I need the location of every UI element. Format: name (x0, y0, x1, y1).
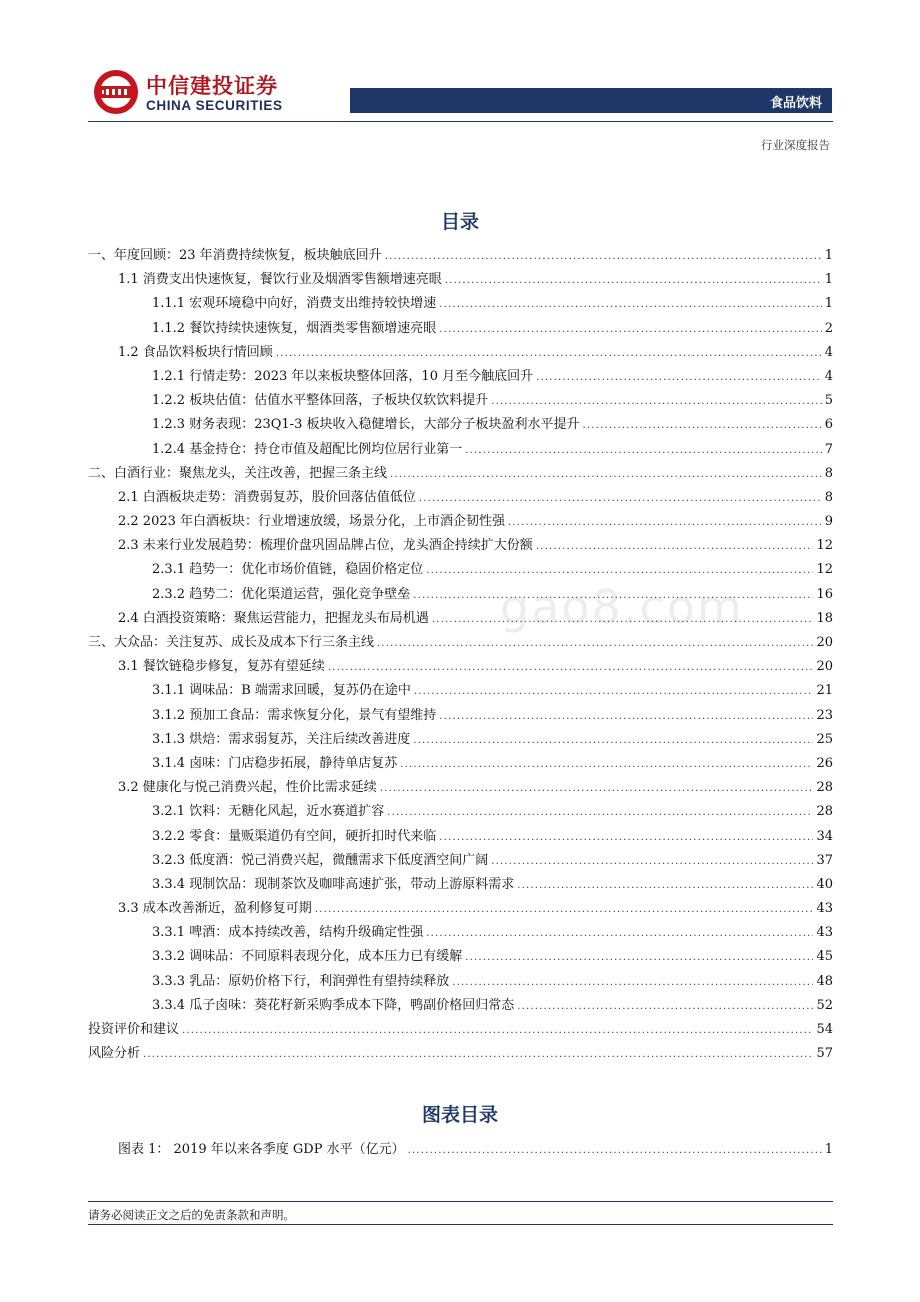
toc-entry-title: 1.2.2 板块估值：估值水平整体回落，子板块仅软饮料提升 (152, 393, 489, 409)
toc-entry-page: 5 (824, 393, 833, 409)
toc-entry-page: 43 (816, 925, 833, 941)
toc-entry-title: 二、白酒行业：聚焦龙头，关注改善，把握三条主线 (88, 465, 388, 481)
toc-entry-title: 一、年度回顾：23 年消费持续恢复，板块触底回升 (88, 248, 382, 263)
footer-bottom-divider (88, 1224, 833, 1225)
toc-entry-title: 3.1.1 调味品：B 端需求回暖，复苏仍在途中 (152, 683, 411, 699)
section-label: 食品饮料 (769, 96, 822, 111)
toc-entry-page: 8 (824, 465, 833, 481)
table-of-contents (88, 244, 833, 1066)
toc-entry-page: 45 (816, 949, 833, 965)
toc-leader-dots (390, 469, 822, 480)
footer-divider (88, 1201, 833, 1202)
toc-entry-title: 3.3.1 啤酒：成本持续改善，结构升级确定性强 (152, 925, 424, 941)
toc-entry[interactable] (88, 849, 833, 873)
toc-entry-title: 3.1.2 预加工食品：需求恢复分化，景气有望维持 (152, 707, 437, 723)
toc-entry-title: 1.1.2 餐饮持续快速恢复，烟酒类零售额增速亮眼 (152, 320, 437, 336)
toc-entry-title: 3.2.2 零食：量贩渠道仍有空间，硬折扣时代来临 (152, 828, 437, 844)
footer-disclaimer: 请务必阅读正文之后的免责条款和声明。 (88, 1208, 295, 1222)
toc-leader-dots (452, 977, 813, 988)
toc-leader-dots (385, 251, 822, 262)
toc-entry-title: 3.1 餐饮链稳步修复，复苏有望延续 (118, 659, 325, 675)
toc-entry-title: 2.3.2 趋势二：优化渠道运营，强化竞争壁垒 (152, 586, 411, 602)
toc-leader-dots (536, 372, 822, 383)
toc-entry-title: 三、大众品：关注复苏、成长及成本下行三条主线 (88, 635, 375, 650)
toc-entry-title: 2.3.1 趋势一：优化市场价值链，稳固价格定位 (152, 562, 424, 578)
toc-entry-page: 12 (816, 562, 833, 578)
toc-entry[interactable] (88, 873, 833, 897)
toc-leader-dots (182, 1025, 813, 1036)
toc-entry[interactable] (88, 1018, 833, 1042)
toc-entry[interactable] (88, 728, 833, 752)
toc-entry-title: 3.3.3 乳品：原奶价格下行，利润弹性有望持续释放 (152, 973, 450, 989)
toc-entry-title: 1.1.1 宏观环境稳中向好，消费支出维持较快增速 (152, 296, 437, 312)
toc-leader-dots (491, 856, 813, 867)
toc-entry-page: 7 (824, 441, 833, 457)
brand-name-cn: 中信建投证券 (146, 74, 278, 98)
toc-leader-dots (328, 662, 814, 673)
toc-entry-page: 20 (816, 659, 833, 675)
toc-entry-title: 3.1.3 烘焙：需求弱复苏，关注后续改善进度 (152, 731, 411, 747)
toc-entry[interactable] (88, 317, 833, 341)
toc-entry[interactable] (88, 897, 833, 921)
watermark: gao8.com (500, 580, 744, 634)
toc-entry[interactable] (88, 558, 833, 582)
header-divider (88, 121, 833, 122)
toc-leader-dots (408, 1145, 822, 1156)
toc-entry-title: 2.2 2023 年白酒板块：行业增速放缓，场景分化，上市酒企韧性强 (118, 514, 506, 530)
toc-entry-title: 风险分析 (88, 1046, 141, 1062)
toc-entry-page: 1 (824, 272, 833, 288)
toc-entry[interactable] (88, 704, 833, 728)
toc-leader-dots (536, 541, 814, 552)
toc-entry[interactable] (88, 655, 833, 679)
toc-leader-dots (445, 275, 822, 286)
toc-entry[interactable] (88, 825, 833, 849)
toc-entry-title: 1.2.3 财务表现：23Q1-3 板块收入稳健增长，大部分子板块盈利水平提升 (152, 417, 580, 433)
figures-title: 图表目录 (421, 1104, 498, 1126)
toc-entry-page: 18 (816, 610, 833, 626)
toc-entry-title: 3.3.4 现制饮品：现制茶饮及咖啡高速扩张，带动上游原料需求 (152, 876, 515, 892)
toc-entry[interactable] (88, 292, 833, 316)
toc-entry-title: 2.3 未来行业发展趋势：梳理价盘巩固品牌占位，龙头酒企持续扩大份额 (118, 538, 533, 554)
toc-entry[interactable] (88, 994, 833, 1018)
toc-entry[interactable] (118, 1138, 833, 1162)
toc-entry[interactable] (88, 268, 833, 292)
toc-leader-dots (465, 952, 813, 963)
toc-entry-title: 3.3.4 瓜子卤味：葵花籽新采购季成本下降，鸭副价格回归常态 (152, 997, 515, 1013)
toc-entry-page: 21 (816, 683, 833, 699)
toc-entry[interactable] (88, 631, 833, 655)
toc-entry-page: 12 (816, 538, 833, 554)
toc-entry-page: 37 (816, 852, 833, 868)
toc-entry-title: 3.3 成本改善渐近，盈利修复可期 (118, 901, 312, 917)
toc-leader-dots (426, 928, 813, 939)
toc-entry[interactable] (88, 1042, 833, 1066)
toc-entry-page: 34 (816, 828, 833, 844)
toc-leader-dots (439, 711, 813, 722)
toc-entry-title: 2.1 白酒板块走势：消费弱复苏，股价回落估值低位 (118, 489, 416, 505)
toc-entry-title: 3.2.3 低度酒：悦己消费兴起，微醺需求下低度酒空间广阔 (152, 852, 489, 868)
toc-entry-title: 3.2.1 饮料：无糖化风起，近水赛道扩容 (152, 804, 385, 820)
toc-entry-page: 8 (824, 489, 833, 505)
toc-title: 目录 (440, 211, 479, 233)
toc-entry-title: 1.1 消费支出快速恢复，餐饮行业及烟酒零售额增速亮眼 (118, 272, 442, 288)
toc-leader-dots (143, 1049, 813, 1060)
toc-entry-page: 16 (816, 586, 833, 602)
toc-entry-page: 54 (816, 1022, 833, 1037)
toc-leader-dots (400, 759, 813, 770)
toc-entry[interactable] (88, 462, 833, 486)
toc-entry-page: 1 (824, 296, 833, 312)
toc-entry-page: 25 (816, 731, 833, 747)
toc-leader-dots (276, 348, 822, 359)
section-banner (350, 88, 832, 113)
toc-leader-dots (414, 686, 814, 697)
toc-leader-dots (439, 324, 822, 335)
toc-entry-page: 4 (824, 368, 833, 384)
toc-leader-dots (508, 517, 822, 528)
toc-entry-page: 28 (816, 780, 833, 796)
toc-entry-page: 1 (824, 1142, 833, 1157)
toc-entry-title: 1.2.4 基金持仓：持仓市值及超配比例均位居行业第一 (152, 441, 463, 457)
toc-entry-page: 9 (824, 514, 833, 530)
toc-entry-page: 52 (816, 997, 833, 1013)
toc-entry-title: 1.2 食品饮料板块行情回顾 (118, 344, 273, 360)
toc-leader-dots (465, 445, 822, 456)
toc-entry[interactable] (88, 534, 833, 558)
toc-entry-page: 6 (824, 417, 833, 433)
figure-list (118, 1138, 833, 1162)
toc-entry-page: 28 (816, 804, 833, 820)
toc-entry[interactable] (88, 341, 833, 365)
page-header (0, 0, 920, 160)
toc-entry[interactable] (88, 244, 833, 268)
toc-entry-title: 3.3.2 调味品：不同原料表现分化，成本压力已有缓解 (152, 949, 463, 965)
toc-leader-dots (491, 396, 822, 407)
toc-entry[interactable] (88, 945, 833, 969)
toc-entry-title: 1.2.1 行情走势：2023 年以来板块整体回落，10 月至今触底回升 (152, 368, 534, 384)
toc-entry-page: 1 (824, 248, 833, 263)
toc-entry-page: 2 (824, 320, 833, 336)
toc-entry[interactable] (88, 970, 833, 994)
toc-entry[interactable] (88, 389, 833, 413)
toc-leader-dots (517, 1001, 813, 1012)
toc-leader-dots (439, 299, 822, 310)
toc-entry-title: 2.4 白酒投资策略：聚焦运营能力，把握龙头布局机遇 (118, 610, 429, 626)
toc-entry-title: 3.1.4 卤味：门店稳步拓展，静待单店复苏 (152, 755, 398, 771)
toc-entry-page: 57 (816, 1046, 833, 1062)
toc-entry-title: 图表 1： 2019 年以来各季度 GDP 水平（亿元） (118, 1142, 405, 1157)
toc-entry[interactable] (88, 679, 833, 703)
toc-entry[interactable] (88, 800, 833, 824)
toc-entry[interactable] (88, 438, 833, 462)
brand-name-en: CHINA SECURITIES (146, 98, 283, 113)
toc-entry-title: 3.2 健康化与悦己消费兴起，性价比需求延续 (118, 780, 377, 796)
toc-entry[interactable] (88, 413, 833, 437)
china-securities-logo-icon (92, 68, 140, 116)
toc-leader-dots (439, 832, 813, 843)
toc-entry[interactable] (88, 776, 833, 800)
toc-entry[interactable] (88, 921, 833, 945)
toc-entry-page: 40 (816, 876, 833, 892)
toc-leader-dots (582, 420, 821, 431)
toc-entry-title: 投资评价和建议 (88, 1022, 180, 1037)
toc-leader-dots (426, 565, 813, 576)
toc-leader-dots (419, 493, 822, 504)
toc-entry-page: 20 (816, 635, 833, 650)
toc-leader-dots (387, 807, 813, 818)
toc-leader-dots (377, 638, 813, 649)
toc-entry-page: 48 (816, 973, 833, 989)
toc-entry[interactable] (88, 365, 833, 389)
toc-entry[interactable] (88, 510, 833, 534)
toc-entry-page: 23 (816, 707, 833, 723)
report-type-label: 行业深度报告 (761, 138, 830, 152)
toc-leader-dots (315, 904, 814, 915)
toc-leader-dots (517, 880, 813, 891)
toc-leader-dots (413, 735, 813, 746)
toc-leader-dots (380, 783, 814, 794)
toc-entry-page: 26 (816, 755, 833, 771)
toc-entry[interactable] (88, 486, 833, 510)
toc-entry-page: 43 (816, 901, 833, 917)
toc-entry[interactable] (88, 752, 833, 776)
toc-entry-page: 4 (824, 344, 833, 360)
